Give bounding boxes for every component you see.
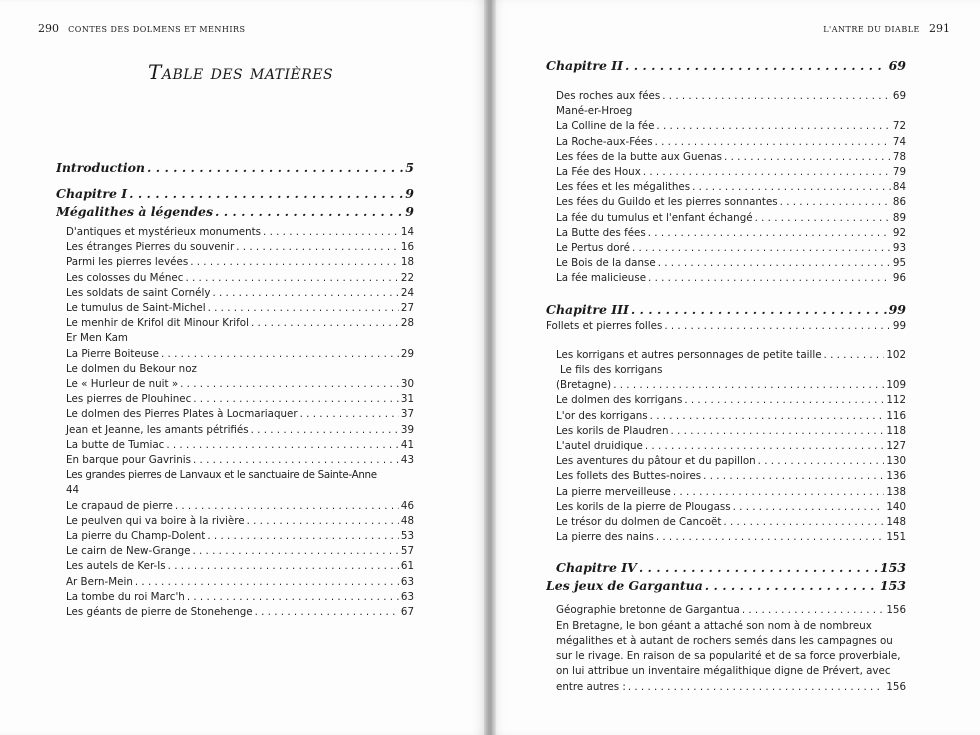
entry-label: Géographie bretonne de Gargantua [556,604,740,617]
entry-label: Les fées de la butte aux Guenas [556,150,723,163]
entry-label: Le Pertus doré [556,242,630,255]
toc-item [546,680,906,695]
toc-entry-section-3 [546,319,906,334]
entry-label: entre autres : [556,680,626,693]
entry-label: Le dolmen des Pierres Plates à Locmariaquer [66,408,298,421]
entry-label: La pierre du Champ-Dolent [66,530,206,543]
entry-label: Le menhir de Krifol dit Minour Krifol [66,317,249,330]
entry-page: 53 [400,530,414,543]
toc-item [546,135,906,150]
entry-page: 16 [400,241,414,254]
toc-item [56,559,414,574]
entry-label: La Colline de la fée [556,120,655,133]
entry-label: Le Bois de la danse [556,257,656,270]
entry-page: 31 [400,393,414,406]
entry-page: 130 [886,455,906,468]
entry-label: La Pierre Boiteuse [66,347,159,360]
entry-label: Les soldats de saint Cornély [66,286,211,299]
toc-item [546,256,906,271]
entry-page: 22 [400,271,414,284]
entry-page: 24 [400,286,414,299]
entry-label: La fée du tumulus et l'enfant échangé [556,211,753,224]
toc-entry-chapter-2 [546,57,906,75]
entry-page: 86 [892,196,906,209]
entry-page: 99 [892,319,906,332]
page-number: 291 [929,22,950,35]
toc-entry-chapter-4 [546,559,906,577]
toc-item [546,409,906,424]
entry-page: 92 [892,226,906,239]
entry-label: La pierre merveilleuse [556,485,671,498]
toc-item [546,195,906,210]
entry-page: 9 [405,186,414,201]
entry-page: 48 [400,514,414,527]
toc-item [56,453,414,468]
entry-page: 148 [886,516,906,529]
toc-item [546,378,906,393]
entry-label: La butte de Tumiac [66,438,165,451]
entry-label: La tombe du roi Marc'h [66,590,185,603]
entry-label: Ar Bern-Mein [66,575,133,588]
entry-page: 156 [886,604,906,617]
entry-page: 96 [892,272,906,285]
entry-label: La fée malicieuse [556,272,647,285]
book-gutter [484,0,496,735]
entry-page: 74 [892,135,906,148]
entry-page: 127 [886,440,906,453]
entry-label: Le tumulus de Saint-Michel [66,302,206,315]
toc-item [546,469,906,484]
page-title: Table des matières [148,60,334,84]
entry-label: Les aventures du pâtour et du papillon [556,455,756,468]
entry-page: 37 [400,408,414,421]
entry-label: Introduction [56,160,146,175]
toc-item [56,377,414,392]
toc-item [56,271,414,286]
entry-label: Parmi les pierres levées [66,256,189,269]
entry-page: 89 [892,211,906,224]
entry-page: 28 [400,317,414,330]
entry-label: Le trésor du dolmen de Cancoët [556,516,722,529]
entry-page: 99 [888,301,906,317]
entry-page: 5 [405,160,414,175]
entry-page: 41 [400,438,414,451]
entry-label: Chapitre IV [556,560,637,576]
entry-label: Le peulven qui va boire à la rivière [66,514,245,527]
entry-page: 156 [886,680,906,693]
entry-label: Les étranges Pierres du souvenir [66,241,235,254]
entry-label: Jean et Jeanne, les amants pétrifiés [66,423,249,436]
toc-item [56,407,414,422]
entry-page: 63 [400,575,414,588]
toc-item [546,393,906,408]
toc-item [546,180,906,195]
entry-page: 109 [886,379,906,392]
entry-label: Le crapaud de pierre [66,499,173,512]
entry-label: Les géants de pierre de Stonehenge [66,606,253,619]
entry-page: 39 [400,423,414,436]
toc-item [56,605,414,620]
entry-label: Les autels de Ker-Is [66,560,166,573]
entry-label: Le cairn de New-Grange [66,545,191,558]
entry-page: 136 [886,470,906,483]
toc-item [546,530,906,545]
toc-item [546,500,906,515]
entry-label: Follets et pierres folles [546,319,663,332]
entry-label: Chapitre I [56,186,128,201]
toc-item [56,575,414,590]
entry-label: La pierre des nains [556,531,654,544]
entry-page: 78 [892,150,906,163]
running-head-right [823,22,950,35]
entry-label: D'antiques et mystérieux monuments [66,226,262,238]
entry-label: La Roche-aux-Fées [556,135,653,148]
toc-item [546,211,906,226]
toc-item: Er Men Kam [66,332,128,345]
toc-item [56,529,414,544]
toc-entry-introduction [56,159,414,177]
page-number: 290 [38,22,59,35]
entry-page: 18 [400,256,414,269]
entry-page: 84 [892,181,906,194]
toc-entry-chapter-3 [546,301,906,319]
entry-label: L'or des korrigans [556,409,648,422]
toc-item [546,226,906,241]
entry-page: 69 [892,90,906,102]
right-page [490,0,980,735]
entry-page: 46 [400,499,414,512]
entry-label: La Fée des Houx [556,166,641,179]
entry-label: Les fées et les mégalithes [556,181,691,194]
toc-item [56,514,414,529]
entry-page: 43 [400,454,414,467]
entry-page: 27 [400,302,414,315]
toc-item [56,423,414,438]
toc-item [56,544,414,559]
entry-label: L'autel druidique [556,440,643,453]
toc-right [546,57,906,695]
toc-item [546,150,906,165]
toc-item: Les grandes pierres de Lanvaux et le sanctuaire de Sainte-Anne [66,469,377,482]
entry-label: La Butte des fées [556,226,646,239]
toc-item [546,485,906,500]
toc-item: 44 [66,484,80,497]
entry-page: 153 [879,578,906,594]
toc-item [56,347,414,362]
toc-item [56,392,414,407]
entry-label: Chapitre III [546,301,629,317]
toc-item [546,439,906,454]
entry-label: Les follets des Buttes-noires [556,470,702,483]
entry-page: 69 [888,58,906,73]
entry-page: 116 [886,409,906,422]
toc-item [546,603,906,618]
toc-item [546,119,906,134]
entry-label: Les pierres de Plouhinec [66,393,192,406]
entry-page: 153 [879,560,906,576]
entry-page: 140 [886,500,906,513]
entry-label: Les korils de la pierre de Plougass [556,500,731,513]
toc-item [546,454,906,469]
entry-label: Les jeux de Gargantua [546,578,703,594]
entry-page: 112 [886,394,906,407]
entry-page: 61 [400,560,414,573]
toc-item [56,301,414,316]
toc-left [56,159,414,620]
entry-label: Le dolmen des korrigans [556,394,683,407]
entry-label: Les korrigans et autres personnages de petite taille [556,348,822,361]
toc-item [56,225,414,240]
toc-item [56,438,414,453]
entry-page: 93 [892,242,906,255]
summary-paragraph: En Bretagne, le bon géant a attaché son nom à de nombreux mégalithes et à autant de rochers semés dans les campagnes ou sur le rivage. En raison de sa popularité et de sa force proverbiale, on lui attribue un inventaire mégalithique digne de Prévert, avec [556,619,901,678]
entry-label: Des roches aux fées [556,90,661,102]
entry-label: Le « Hurleur de nuit » [66,378,179,391]
toc-item [546,424,906,439]
entry-page: 63 [400,590,414,603]
toc-item [56,499,414,514]
entry-page: 67 [400,606,414,619]
toc-item [56,255,414,270]
toc-item [546,515,906,530]
entry-page: 29 [400,347,414,360]
entry-label: En barque pour Gavrinis [66,454,191,467]
toc-item [56,590,414,605]
running-head-text: CONTES DES DOLMENS ET MENHIRS [68,25,246,34]
toc-item [546,165,906,180]
entry-label: Les fées du Guildo et les pierres sonnantes [556,196,778,209]
entry-label: Les colosses du Ménec [66,271,184,284]
running-head-left [38,22,246,35]
toc-entry-section-4 [546,577,906,595]
entry-label: Chapitre II [546,58,623,73]
entry-label: Les korils de Plaudren [556,424,669,437]
entry-page: 95 [892,257,906,270]
entry-page: 118 [886,424,906,437]
toc-item [56,316,414,331]
entry-label: (Bretagne) [556,379,612,392]
entry-page: 72 [892,120,906,133]
entry-page: 14 [400,226,414,238]
entry-page: 151 [886,531,906,544]
entry-page: 30 [400,378,414,391]
entry-page: 102 [886,348,906,361]
toc-item [56,240,414,255]
entry-page: 57 [400,545,414,558]
entry-page: 79 [892,166,906,179]
toc-item [546,271,906,286]
entry-page: 9 [405,204,414,219]
toc-item: Mané-er-Hroeg [556,105,633,118]
toc-item [546,89,906,104]
toc-item [56,286,414,301]
running-head-text: L'ANTRE DU DIABLE [823,25,920,34]
entry-label: Mégalithes à légendes [56,204,213,219]
toc-item [546,241,906,256]
toc-item: Le fils des korrigans [560,364,663,377]
entry-page: 138 [886,485,906,498]
toc-entry-chapter-1 [56,185,414,203]
toc-item: Le dolmen du Bekour noz [66,362,197,375]
toc-entry-section-1 [56,203,414,221]
toc-item [546,348,906,363]
